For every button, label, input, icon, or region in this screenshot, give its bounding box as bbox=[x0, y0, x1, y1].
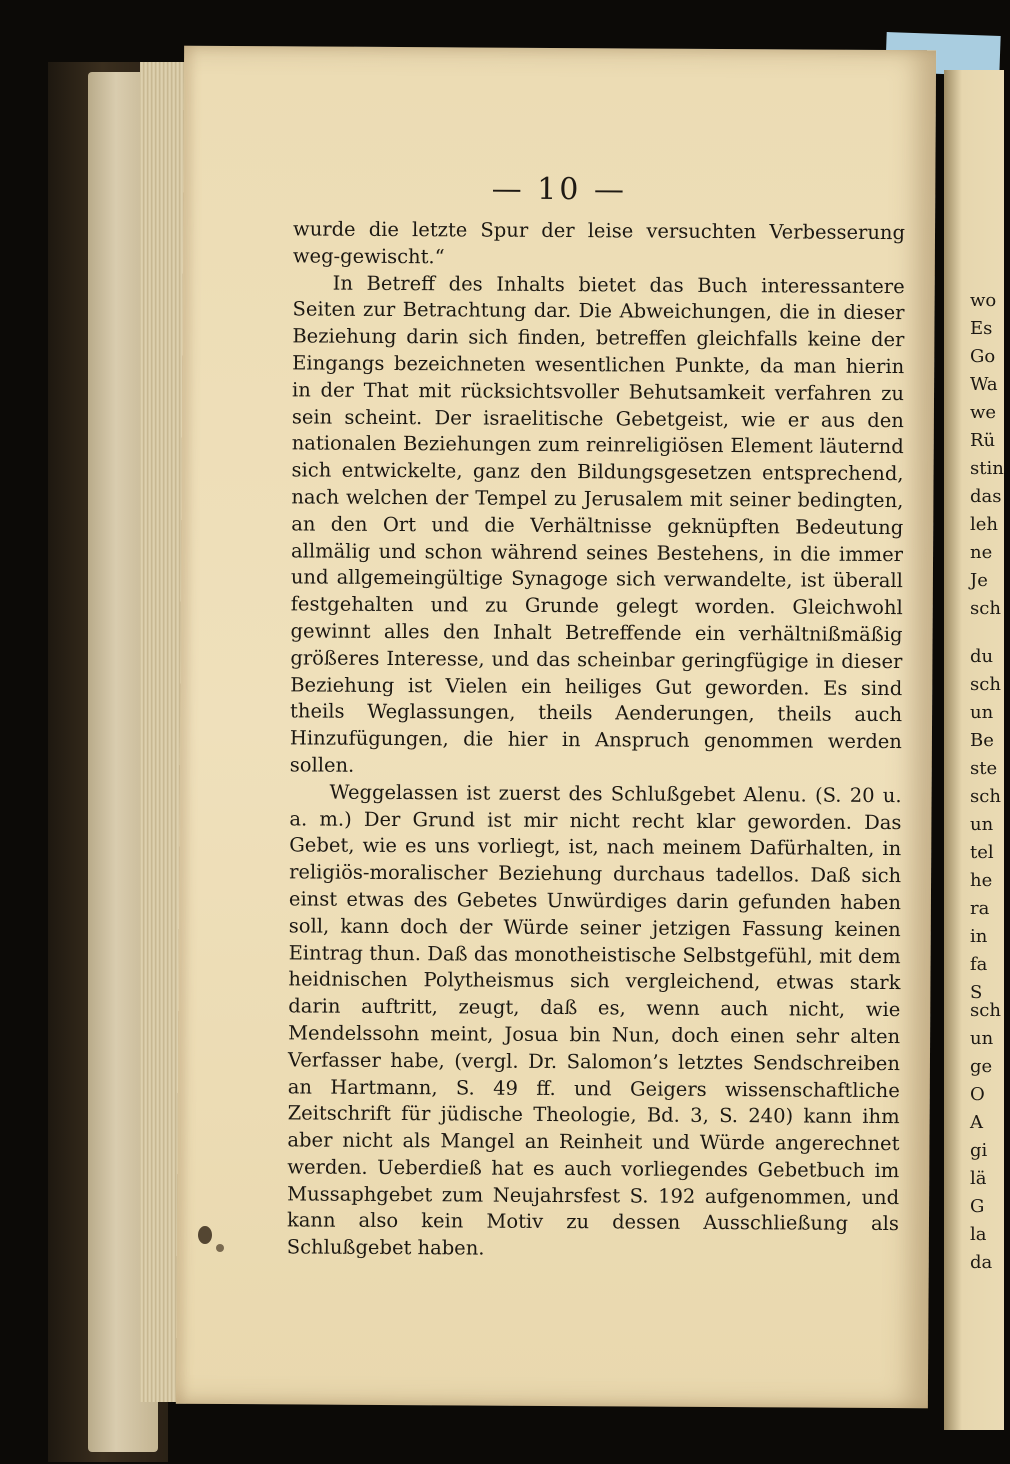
right-page-fragment: un bbox=[970, 702, 994, 723]
right-page-fragment: das bbox=[970, 486, 1002, 507]
right-page-fragment: Wa bbox=[970, 374, 998, 395]
paragraph-3: Weggelassen ist zuerst des Schlußgebet Alenu. (S. 20 u. a. m.) Der Grund ist mir nicht recht klar geworden. Das Gebet, wie es uns vorliegt, ist, nach meinem Dafürhalten, in religiös-moralischer Beziehung durchaus tadellos. Daß sich einst etwas des Gebetes Unwürdiges darin gefunden haben soll, kann doch der Würde seiner jetzigen Fassung keinen Eintrag thun. Daß das monotheistische Selbstgefühl, mit dem heidnischen Polytheismus sich vergleichend, etwas stark darin auftritt, zeugt, daß es, wenn auch nicht, wie Mendelssohn meint, Josua bin Nun, doch einen sehr alten Verfasser habe, (vergl. Dr. Salomon’s letztes Sendschreiben an Hartmann, S. 49 ff. und Geigers wissenschaftliche Zeitschrift für jüdische Theologie, Bd. 3, S. 240) kann ihm aber nicht als Mangel an Reinheit und Würde angerechnet werden. Ueberdieß hat es auch vorliegendes Gebetbuch im Mussaphgebet zum Neujahrsfest S. 192 aufgenommen, und kann also kein Motiv zu dessen Ausschließung als Schlußgebet haben. bbox=[286, 780, 902, 1260]
right-page-fragment: lä bbox=[970, 1168, 987, 1189]
right-page-fragment: da bbox=[970, 1252, 993, 1273]
right-page-fragment: un bbox=[970, 814, 994, 835]
ink-stain-small bbox=[216, 1244, 224, 1252]
right-page-fragment: tel bbox=[970, 842, 994, 863]
right-page-fragment: Es bbox=[970, 318, 993, 339]
right-page-fragment: Rü bbox=[970, 430, 996, 451]
right-page-fragment: sch bbox=[970, 1000, 1001, 1021]
right-page-fragment: ra bbox=[970, 898, 990, 919]
right-page-fragment: fa bbox=[970, 954, 988, 975]
right-page-fragment: leh bbox=[970, 514, 999, 535]
right-page-fragment: O bbox=[970, 1084, 985, 1105]
right-page-fragment: la bbox=[970, 1224, 987, 1245]
right-page-fragment: he bbox=[970, 870, 993, 891]
right-page-fragment: we bbox=[970, 402, 997, 423]
right-page-fragment: du bbox=[970, 646, 994, 667]
right-page-fragment: wo bbox=[970, 290, 997, 311]
right-page-fragment: gi bbox=[970, 1140, 988, 1161]
right-page-fragment: A bbox=[970, 1112, 983, 1133]
right-page-fragment: un bbox=[970, 1028, 994, 1049]
right-page-fragment: ne bbox=[970, 542, 993, 563]
right-page-fragment: S bbox=[970, 982, 983, 1003]
right-page-fragment: G bbox=[970, 1196, 985, 1217]
right-page-fragment: stin bbox=[970, 458, 1004, 479]
right-page-fragment: sch bbox=[970, 674, 1001, 695]
right-page-fragment: sch bbox=[970, 786, 1001, 807]
right-page-fragment: Je bbox=[970, 570, 988, 591]
right-page-fragment: ste bbox=[970, 758, 998, 779]
right-page-fragment: ge bbox=[970, 1056, 993, 1077]
paragraph-1: wurde die letzte Spur der leise versuchten Verbesserung weg-gewischt.“ bbox=[292, 217, 906, 269]
body-text bbox=[287, 216, 905, 1265]
book-page bbox=[176, 46, 936, 1409]
paragraph-2: In Betreff des Inhalts bietet das Buch interessantere Seiten zur Betrachtung dar. Die Abweichungen, die in dieser Beziehung darin sich finden, betreffen gleichfalls keine der Eingangs bezeichneten wesentlichen Punkte, da man hierin in der That mit rücksichtsvoller Behutsamkeit verfahren zu sein scheint. Der israelitische Gebetgeist, wie er aus den nationalen Beziehungen zum reinreligiösen Element läuternd sich entwickelte, ganz den Bildungsgesetzen entsprechend, nach welchen der Tempel zu Jerusalem mit seiner bedingten, an den Ort und die Verhältnisse geknüpften Bedeutung allmälig und schon während seines Bestehens, in die immer und allgemeingültige Synagoge sich verwandelte, ist überall festgehalten und zu Grunde gelegt worden. Gleichwohl gewinnt alles den Inhalt Betreffende ein verhältnißmäßig größeres Interesse, und das scheinbar geringfügige in dieser Beziehung ist Vielen ein heiliges Gut geworden. Es sind theils Weglassungen, theils Aenderungen, theils auch Hinzufügungen, die hier in Anspruch genommen werden sollen. bbox=[289, 271, 905, 777]
ink-stain bbox=[198, 1226, 212, 1244]
right-page-fragment: Be bbox=[970, 730, 994, 751]
right-page-fragment: in bbox=[970, 926, 988, 947]
page-number: — 10 — bbox=[491, 171, 628, 208]
right-page-fragment: Go bbox=[970, 346, 996, 367]
right-page-fragment: sch bbox=[970, 598, 1001, 619]
